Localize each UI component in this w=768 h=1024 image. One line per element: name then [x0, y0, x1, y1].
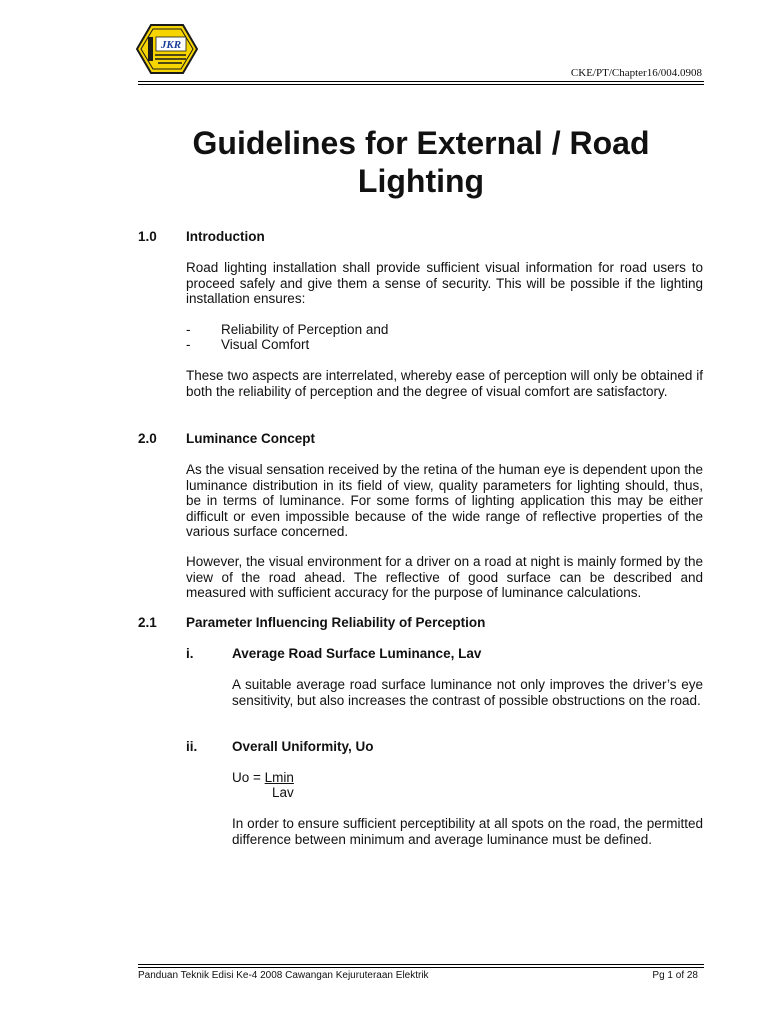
bullet-dash: - — [186, 322, 191, 337]
bullet-dash: - — [186, 337, 191, 352]
item-i-number: i. — [186, 646, 194, 661]
item-i-heading: Average Road Surface Luminance, Lav — [232, 646, 482, 661]
section-2-paragraph-2: However, the visual environment for a driver on a road at night is mainly formed by the view of the road ahead. The reflective of good surface can be described and measured with sufficient accuracy for the purpose of luminance calculations. — [186, 554, 703, 600]
header-rule — [138, 81, 704, 82]
bullet-visual-comfort: Visual Comfort — [221, 337, 310, 352]
section-2-1-number: 2.1 — [138, 615, 157, 630]
header-rule-double — [138, 84, 704, 85]
page-title — [138, 124, 704, 200]
uniformity-equation — [232, 770, 294, 786]
footer-rule-double — [138, 967, 704, 968]
section-1-heading: Introduction — [186, 229, 265, 244]
section-1-number: 1.0 — [138, 229, 157, 244]
footer-text: Panduan Teknik Edisi Ke-4 2008 Cawangan Kejuruteraan Elektrik — [138, 970, 429, 981]
section-2-number: 2.0 — [138, 431, 157, 446]
section-2-paragraph-1: As the visual sensation received by the retina of the human eye is dependent upon the luminance distribution in its field of view, quality parameters for lighting should, thus, be in terms of luminance. For some forms of lighting application this may be either difficult or even impossible because of the wide range of reflective properties of the various surface concerned. — [186, 462, 703, 539]
document-reference: CKE/PT/Chapter16/004.0908 — [570, 67, 702, 79]
section-2-heading: Luminance Concept — [186, 431, 316, 446]
item-ii-number: ii. — [186, 739, 198, 754]
jkr-logo — [136, 24, 198, 74]
section-1-paragraph-1: Road lighting installation shall provide sufficient visual information for road users to proceed safely and give them a sense of security. This will be possible if the lighting installation ensures: — [186, 260, 703, 306]
item-ii-heading: Overall Uniformity, Uo — [232, 739, 374, 754]
footer-rule — [138, 964, 704, 965]
equation-lhs: Uo = — [232, 770, 265, 785]
title-line-1: Guidelines for External / Road — [192, 125, 650, 161]
page-number: Pg 1 of 28 — [652, 970, 698, 981]
item-i-paragraph: A suitable average road surface luminance not only improves the driver’s eye sensitivity, but also increases the contrast of possible obstructions on the road. — [232, 677, 703, 708]
section-2-1-heading: Parameter Influencing Reliability of Perception — [186, 615, 486, 630]
equation-numerator: Lmin — [264, 770, 294, 785]
bullet-reliability: Reliability of Perception and — [221, 322, 389, 337]
equation-denominator: Lav — [272, 785, 294, 800]
title-line-2: Lighting — [357, 163, 485, 199]
section-1-paragraph-2: These two aspects are interrelated, whereby ease of perception will only be obtained if both the reliability of perception and the degree of visual comfort are satisfactory. — [186, 368, 703, 399]
item-ii-paragraph: In order to ensure sufficient perceptibility at all spots on the road, the permitted difference between minimum and average luminance must be defined. — [232, 816, 703, 847]
logo-text: JKR — [160, 39, 182, 51]
